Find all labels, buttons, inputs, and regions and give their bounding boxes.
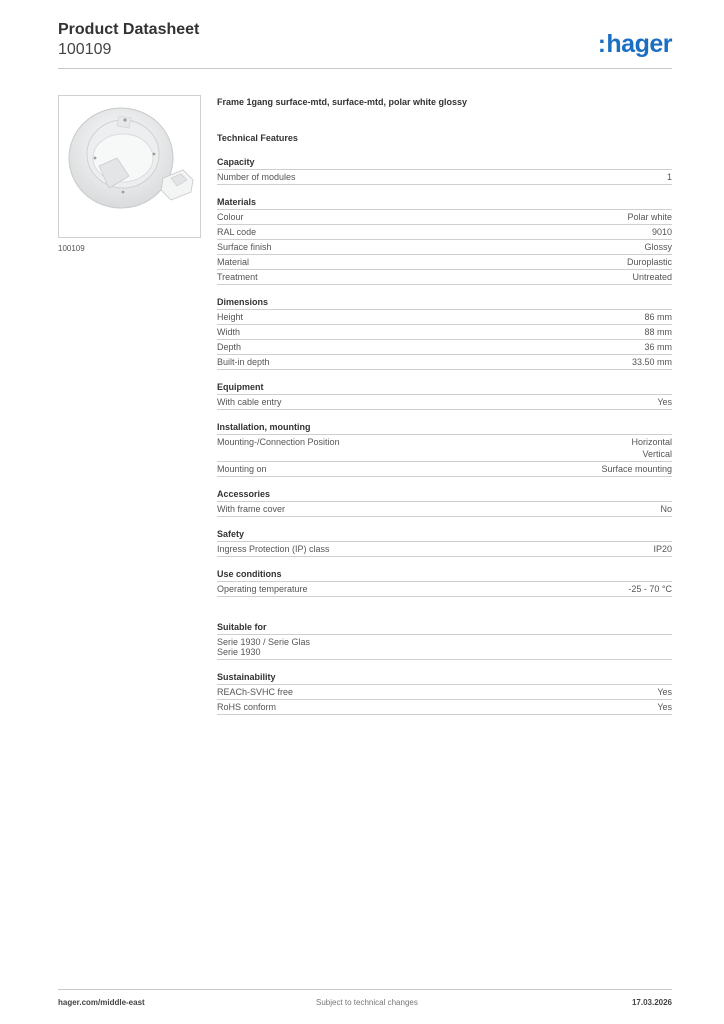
spec-row — [217, 355, 672, 370]
section-title: Suitable for — [217, 621, 672, 635]
spec-label: Height — [217, 312, 244, 322]
spec-value: Yes — [657, 702, 672, 712]
spec-value: Polar white — [627, 212, 672, 222]
section-equipment — [217, 381, 672, 410]
spec-label: Width — [217, 327, 241, 337]
hager-logo: :hager — [597, 30, 672, 58]
spec-label: Colour — [217, 212, 244, 222]
spec-row — [217, 462, 672, 477]
spec-row — [217, 170, 672, 185]
section-suitable-for — [217, 621, 672, 660]
product-frame-image-icon — [59, 96, 200, 237]
spec-row — [217, 325, 672, 340]
section-title: Use conditions — [217, 568, 672, 582]
spec-label: Ingress Protection (IP) class — [217, 544, 330, 554]
spec-value: -25 - 70 °C — [628, 584, 672, 594]
spec-label: RAL code — [217, 227, 257, 237]
suitable-for-item: Serie 1930 — [217, 647, 261, 657]
spec-value: 36 mm — [644, 342, 672, 352]
section-use-conditions — [217, 568, 672, 597]
spec-row — [217, 210, 672, 225]
section-installation — [217, 421, 672, 477]
product-title: Frame 1gang surface-mtd, surface-mtd, polar white glossy — [217, 97, 468, 107]
spec-value: Yes — [657, 687, 672, 697]
spec-value: Yes — [657, 397, 672, 407]
spec-label: Built-in depth — [217, 357, 270, 367]
footer-date: 17.03.2026 — [631, 998, 672, 1007]
section-title: Installation, mounting — [217, 421, 672, 435]
spacer — [217, 597, 672, 610]
spec-label: With cable entry — [217, 397, 282, 407]
spec-label: Depth — [217, 342, 242, 352]
spec-row — [217, 225, 672, 240]
spec-row — [217, 435, 672, 462]
spec-value: Duroplastic — [626, 257, 672, 267]
spec-label: Surface finish — [217, 242, 272, 252]
section-dimensions — [217, 296, 672, 370]
spec-row — [217, 395, 672, 410]
technical-features-title: Technical Features — [217, 133, 298, 143]
section-title: Dimensions — [217, 296, 672, 310]
datasheet-content — [217, 95, 672, 715]
spec-row — [217, 502, 672, 517]
section-capacity — [217, 156, 672, 185]
spec-row — [217, 582, 672, 597]
page-header — [58, 20, 672, 68]
spec-value: 33.50 mm — [631, 357, 672, 367]
section-accessories — [217, 488, 672, 517]
spec-value: Glossy — [644, 242, 672, 252]
spec-value: No — [660, 504, 672, 514]
spec-value-line: Horizontal — [631, 437, 672, 447]
section-title: Sustainability — [217, 671, 672, 685]
spec-value — [631, 436, 672, 460]
logo-text: hager — [606, 30, 672, 58]
spec-label: Number of modules — [217, 172, 296, 182]
spec-row — [217, 240, 672, 255]
suitable-for-item: Serie 1930 / Serie Glas — [217, 637, 311, 647]
spec-label: REACh-SVHC free — [217, 687, 294, 697]
spec-label: With frame cover — [217, 504, 286, 514]
page-title: Product Datasheet — [58, 21, 200, 38]
spec-label: Mounting on — [217, 464, 267, 474]
spec-label: Mounting-/Connection Position — [217, 437, 340, 447]
spec-row — [217, 542, 672, 557]
section-title: Capacity — [217, 156, 672, 170]
spec-value: 88 mm — [644, 327, 672, 337]
section-materials — [217, 196, 672, 285]
spec-label: Operating temperature — [217, 584, 308, 594]
section-sustainability — [217, 671, 672, 715]
spec-value: Untreated — [632, 272, 672, 282]
spec-value: 1 — [666, 172, 672, 182]
footer-divider — [58, 989, 672, 990]
spec-row — [217, 255, 672, 270]
spec-row — [217, 700, 672, 715]
product-image — [58, 95, 201, 238]
spec-value: IP20 — [653, 544, 672, 554]
spec-row — [217, 685, 672, 700]
section-safety — [217, 528, 672, 557]
footer-website-link[interactable]: hager.com/middle-east — [58, 998, 145, 1007]
section-title: Safety — [217, 528, 672, 542]
spec-label: RoHS conform — [217, 702, 277, 712]
spec-value: 9010 — [651, 227, 672, 237]
section-title: Materials — [217, 196, 672, 210]
image-caption: 100109 — [58, 244, 85, 253]
spec-label: Treatment — [217, 272, 258, 282]
spec-row — [217, 340, 672, 355]
spec-row — [217, 270, 672, 285]
suitable-for-list — [217, 635, 672, 660]
footer-disclaimer: Subject to technical changes — [316, 998, 418, 1007]
header-divider — [58, 68, 672, 69]
section-title: Accessories — [217, 488, 672, 502]
spec-value: 86 mm — [644, 312, 672, 322]
section-title: Equipment — [217, 381, 672, 395]
spec-value-line: Vertical — [642, 449, 672, 459]
spec-value: Surface mounting — [601, 464, 672, 474]
spec-label: Material — [217, 257, 250, 267]
spec-row — [217, 310, 672, 325]
product-number: 100109 — [58, 41, 112, 58]
